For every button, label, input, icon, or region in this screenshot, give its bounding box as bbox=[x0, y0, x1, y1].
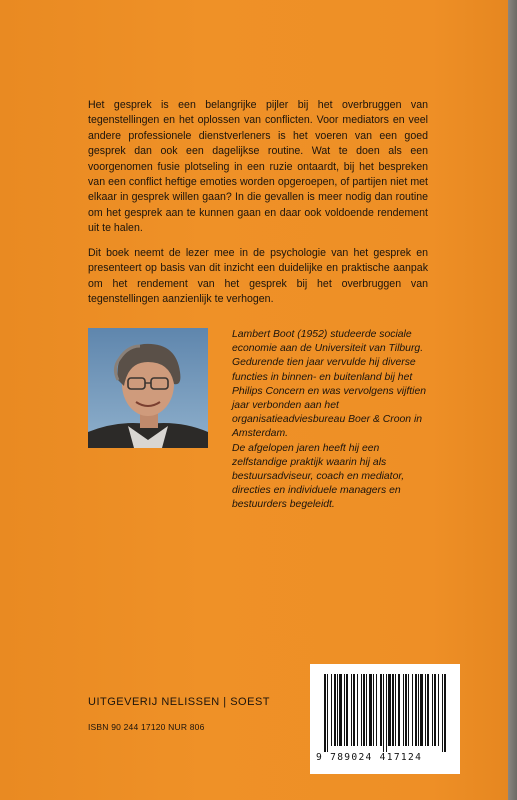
author-bio-paragraph-2: De afgelopen jaren heeft hij een zelfstandige praktijk waarin hij als bestuursadviseur, coach en mediator, directies en individuele managers en bestuurders begeleidt. bbox=[232, 442, 405, 511]
barcode-bars bbox=[320, 674, 450, 752]
barcode-bar bbox=[420, 674, 423, 746]
barcode-bar bbox=[395, 674, 396, 746]
barcode-bar bbox=[418, 674, 419, 746]
blurb-paragraph-1: Het gesprek is een belangrijke pijler bij het overbruggen van tegenstellingen en het oplossen van conflicten. Voor mediators en veel andere professionele dienstverleners is het voeren van een goed gesprek dan ook een dagelijkse routine. Wat te doen als een voorgenomen fusie plotseling in een ruzie ontaardt, bij het bespreken van een conflict heftige emoties worden opgeroepen, of partijen niet met elkaar in gesprek willen gaan? In die gevallen is meer nodig dan routine om het gesprek aan te kunnen gaan en daar ook voldoende rendement uit te halen. bbox=[88, 99, 428, 235]
author-portrait-illustration bbox=[88, 328, 208, 448]
barcode-bar bbox=[398, 674, 400, 746]
barcode bbox=[310, 664, 460, 774]
barcode-bar bbox=[369, 674, 372, 746]
blurb-paragraph-2: Dit boek neemt de lezer mee in de psychologie van het gesprek en presenteert op basis van dit inzicht een duidelijke en praktische aanpak om het rendement van het gesprek bij het overbruggen van tegenstellingen aanzienlijk te verhogen. bbox=[88, 247, 428, 306]
barcode-bar bbox=[357, 674, 358, 746]
barcode-bar bbox=[444, 674, 446, 752]
barcode-bar bbox=[376, 674, 377, 746]
page-edge bbox=[508, 0, 517, 800]
barcode-bar bbox=[442, 674, 443, 752]
barcode-bar bbox=[366, 674, 367, 746]
author-photo bbox=[88, 328, 208, 448]
barcode-bar bbox=[373, 674, 374, 746]
barcode-bar bbox=[324, 674, 326, 752]
barcode-bar bbox=[434, 674, 436, 746]
barcode-bar bbox=[386, 674, 387, 752]
barcode-bar bbox=[361, 674, 362, 746]
barcode-bar bbox=[383, 674, 384, 752]
barcode-bar bbox=[388, 674, 391, 746]
barcode-bar bbox=[403, 674, 404, 746]
barcode-number: 9 789024 417124 bbox=[316, 752, 423, 763]
publisher-line: UITGEVERIJ NELISSEN | SOEST bbox=[88, 696, 271, 708]
barcode-bar bbox=[438, 674, 439, 746]
barcode-bar bbox=[412, 674, 413, 746]
author-bio-paragraph-1: Lambert Boot (1952) studeerde sociale economie aan de Universiteit van Tilburg. Gedurende tien jaar vervulde hij diverse functies in binnen- en buitenland bij het Philips Concern en was vervolgens vijftien jaar verbonden aan het organisatieadviesbureau Boer & Croon in Amsterdam. bbox=[232, 329, 427, 440]
barcode-bar bbox=[427, 674, 429, 746]
author-bio bbox=[232, 328, 430, 513]
barcode-bar bbox=[344, 674, 345, 746]
barcode-bar bbox=[405, 674, 407, 746]
barcode-bar bbox=[351, 674, 352, 746]
barcode-bar bbox=[346, 674, 348, 746]
barcode-bar bbox=[415, 674, 417, 746]
barcode-bar bbox=[363, 674, 365, 746]
barcode-bar bbox=[339, 674, 342, 746]
barcode-bar bbox=[392, 674, 394, 746]
isbn-line: ISBN 90 244 17120 NUR 806 bbox=[88, 722, 205, 732]
barcode-bar bbox=[337, 674, 338, 746]
barcode-bar bbox=[432, 674, 433, 746]
barcode-bar bbox=[425, 674, 426, 746]
barcode-bar bbox=[331, 674, 332, 746]
barcode-bar bbox=[380, 674, 382, 746]
barcode-bar bbox=[408, 674, 409, 746]
barcode-bar bbox=[334, 674, 336, 746]
barcode-bar bbox=[353, 674, 355, 746]
barcode-bar bbox=[327, 674, 328, 752]
